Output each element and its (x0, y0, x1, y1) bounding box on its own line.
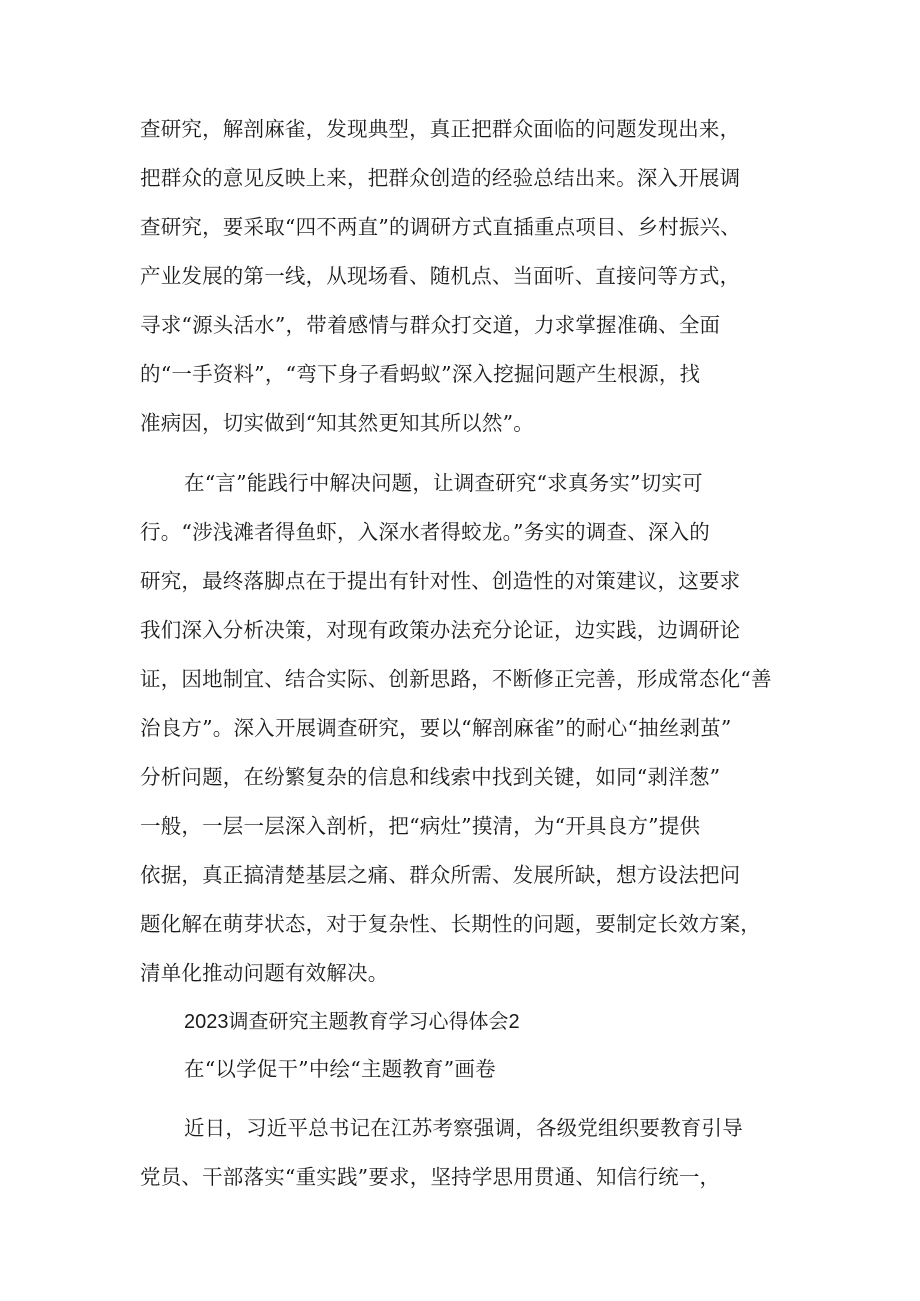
subtitle: 在“以学促干”中绘“主题教育”画卷 (184, 1057, 496, 1081)
paragraph-line: 依据，真正搞清楚基层之痛、群众所需、发展所缺，想方设法把问 (140, 863, 741, 887)
paragraph-line: 近日，习近平总书记在江苏考察强调，各级党组织要教育引导 (184, 1116, 743, 1140)
paragraph-line: 寻求“源头活水”，带着感情与群众打交道，力求掌握准确、全面 (140, 313, 721, 337)
section-title: 2023调查研究主题教育学习心得体会2 (184, 1011, 520, 1033)
paragraph-line: 题化解在萌芽状态，对于复杂性、长期性的问题，要制定长效方案， (140, 912, 761, 936)
paragraph-line: 产业发展的第一线，从现场看、随机点、当面听、直接问等方式， (140, 264, 741, 288)
paragraph-line: 证，因地制宜、结合实际、创新思路，不断修正完善，形成常态化“善 (140, 667, 772, 691)
paragraph-line: 行。“涉浅滩者得鱼虾，入深水者得蛟龙。”务实的调查、深入的 (140, 520, 711, 544)
paragraph-line: 在“言”能践行中解决问题，让调查研究“求真务实”切实可 (184, 471, 703, 495)
paragraph-line: 清单化推动问题有效解决。 (140, 961, 389, 985)
paragraph-line: 一般，一层一层深入剖析，把“病灶”摸清，为“开具良方”提供 (140, 814, 701, 838)
paragraph-line: 查研究，要采取“四不两直”的调研方式直插重点项目、乡村振兴、 (140, 215, 741, 239)
paragraph-line: 把群众的意见反映上来，把群众创造的经验总结出来。深入开展调 (140, 166, 741, 190)
paragraph-line: 分析问题，在纷繁复杂的信息和线索中找到关键，如同“剥洋葱” (140, 765, 721, 789)
paragraph-line: 党员、干部落实“重实践”要求，坚持学思用贯通、知信行统一， (140, 1165, 721, 1189)
paragraph-line: 研究，最终落脚点在于提出有针对性、创造性的对策建议，这要求 (140, 569, 741, 593)
paragraph-line: 治良方”。深入开展调查研究，要以“解剖麻雀”的耐心“抽丝剥茧” (140, 716, 732, 740)
paragraph-line: 准病因，切实做到“知其然更知其所以然”。 (140, 411, 534, 435)
paragraph-line: 的“一手资料”，“弯下身子看蚂蚁”深入挖掘问题产生根源，找 (140, 362, 701, 386)
paragraph-line: 我们深入分析决策，对现有政策办法充分论证，边实践，边调研论 (140, 618, 741, 642)
paragraph-line: 查研究，解剖麻雀，发现典型，真正把群众面临的问题发现出来， (140, 117, 741, 141)
